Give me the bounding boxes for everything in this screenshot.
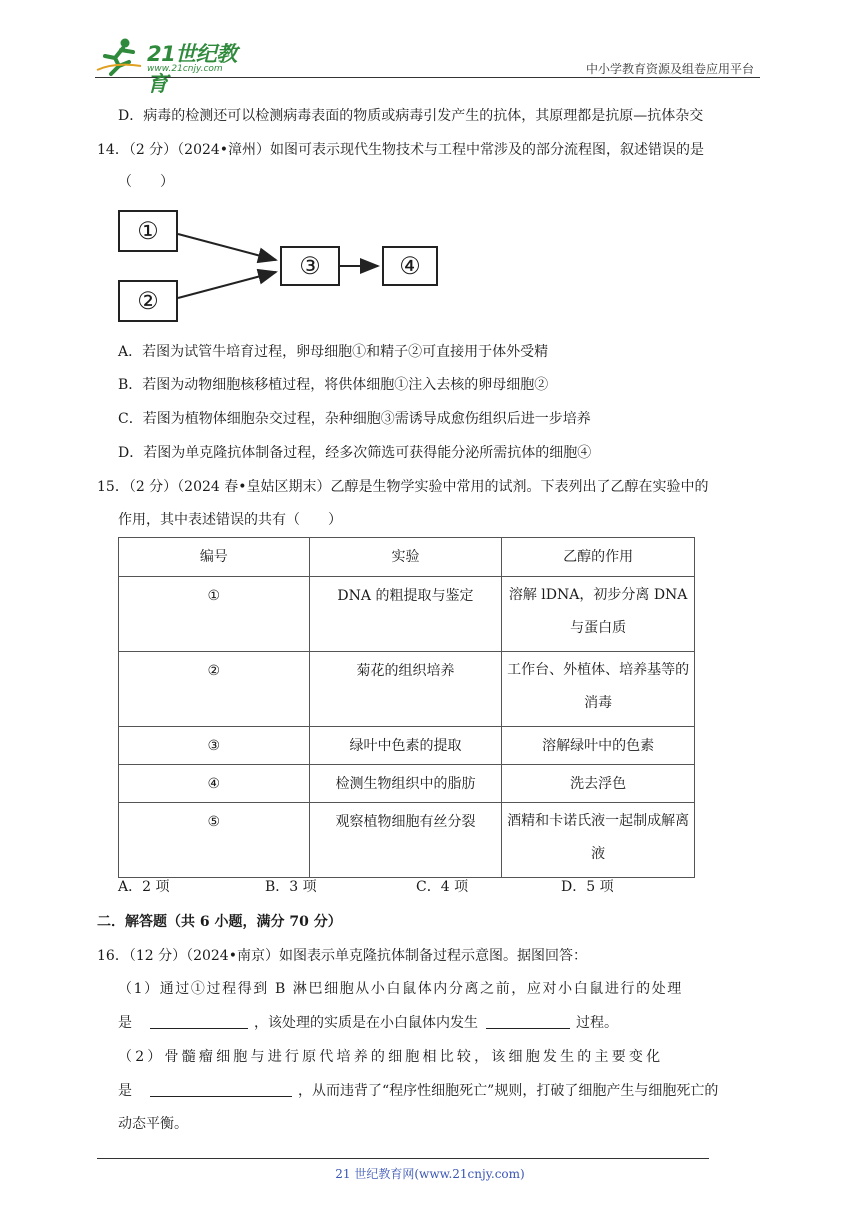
q16-part1-line1: （1）通过①过程得到 B 淋巴细胞从小白鼠体内分离之前，应对小白鼠进行的处理 [118,981,683,997]
table-cell: ② [119,652,310,727]
q16-part2-suffix: ，从而违背了“程序性细胞死亡”规则，打破了细胞产生与细胞死亡的 [298,1083,719,1099]
table-row [119,803,695,878]
q16-part1-suffix: 过程。 [576,1015,618,1031]
q16-part2-prefix: 是 [118,1083,132,1099]
q15-option-a: A．2 项 [118,879,170,895]
q16-part2-line2 [118,1081,718,1101]
q14-stem: 14．（2 分）（2024•漳州）如图可表示现代生物技术与工程中常涉及的部分流程图，叙述错误的是 [97,142,705,158]
q16-part2-line1: （2）骨髓瘤细胞与进行原代培养的细胞相比较，该细胞发生的主要变化 [118,1049,664,1065]
flow-diagram [118,206,443,326]
table-cell: 溶解 lDNA，初步分离 DNA 与蛋白质 [502,577,695,652]
answer-blank-2[interactable] [486,1015,570,1029]
q16-part1-prefix: 是 [118,1015,132,1031]
q15-option-b: B．3 项 [265,879,317,895]
q14-option-d: D．若图为单克隆抗体制备过程，经多次筛选可获得能分泌所需抗体的细胞④ [118,445,592,461]
flow-box-4: ④ [382,246,438,286]
table-cell: 洗去浮色 [502,765,695,803]
q15-stem-cont: 作用，其中表述错误的共有（ ） [118,512,342,528]
q15-stem: 15．（2 分）（2024 春•皇姑区期末）乙醇是生物学实验中常用的试剂。下表列出了乙醇在实验中的 [97,479,709,495]
footer-divider [97,1158,709,1159]
site-logo [95,36,255,96]
table-cell: 工作台、外植体、培养基等的消毒 [502,652,695,727]
table-cell: ③ [119,727,310,765]
q14-option-a: A．若图为试管牛培育过程，卵母细胞①和精子②可直接用于体外受精 [118,344,549,360]
page-footer: 21 世纪教育网(www.21cnjy.com) [335,1167,525,1181]
runner-logo-icon [95,36,145,76]
table-cell: ① [119,577,310,652]
q15-option-d: D．5 项 [561,879,614,895]
q15-option-c: C．4 项 [416,879,469,895]
q16-part1-line2 [118,1013,618,1033]
ethanol-table [118,537,695,878]
page-header [95,34,760,96]
table-cell: 观察植物细胞有丝分裂 [309,803,502,878]
table-row [119,727,695,765]
platform-name: 中小学教育资源及组卷应用平台 [585,62,754,76]
flow-box-1: ① [118,210,178,252]
answer-blank-1[interactable] [150,1015,248,1029]
table-row [119,652,695,727]
table-cell: DNA 的粗提取与鉴定 [309,577,502,652]
table-cell: ④ [119,765,310,803]
logo-text: 21世纪教育 [147,42,237,96]
flow-box-3: ③ [280,246,340,286]
table-header: 编号 [119,538,310,577]
table-header: 实验 [309,538,502,577]
table-header-row [119,538,695,577]
q14-option-b: B．若图为动物细胞核移植过程，将供体细胞①注入去核的卵母细胞② [118,377,549,393]
q14-paren: （ ） [118,174,174,190]
table-row [119,765,695,803]
section-title: 二．解答题（共 6 小题，满分 70 分） [97,914,342,930]
q13-option-d: D．病毒的检测还可以检测病毒表面的物质或病毒引发产生的抗体，其原理都是抗原—抗体杂交 [118,108,704,124]
table-row [119,577,695,652]
q16-part1-mid: ，该处理的实质是在小白鼠体内发生 [254,1015,478,1031]
table-cell: ⑤ [119,803,310,878]
q16-stem: 16．（12 分）（2024•南京）如图表示单克隆抗体制备过程示意图。据图回答： [97,948,587,964]
table-cell: 酒精和卡诺氏液一起制成解离液 [502,803,695,878]
table-header: 乙醇的作用 [502,538,695,577]
answer-blank-3[interactable] [150,1083,292,1097]
flow-box-2: ② [118,280,178,322]
table-cell: 溶解绿叶中的色素 [502,727,695,765]
table-cell: 绿叶中色素的提取 [309,727,502,765]
table-cell: 检测生物组织中的脂肪 [309,765,502,803]
q16-part2-line3: 动态平衡。 [118,1116,188,1132]
q14-option-c: C．若图为植物体细胞杂交过程，杂种细胞③需诱导成愈伤组织后进一步培养 [118,411,591,427]
table-cell: 菊花的组织培养 [309,652,502,727]
logo-url: www.21cnjy.com [147,64,223,74]
